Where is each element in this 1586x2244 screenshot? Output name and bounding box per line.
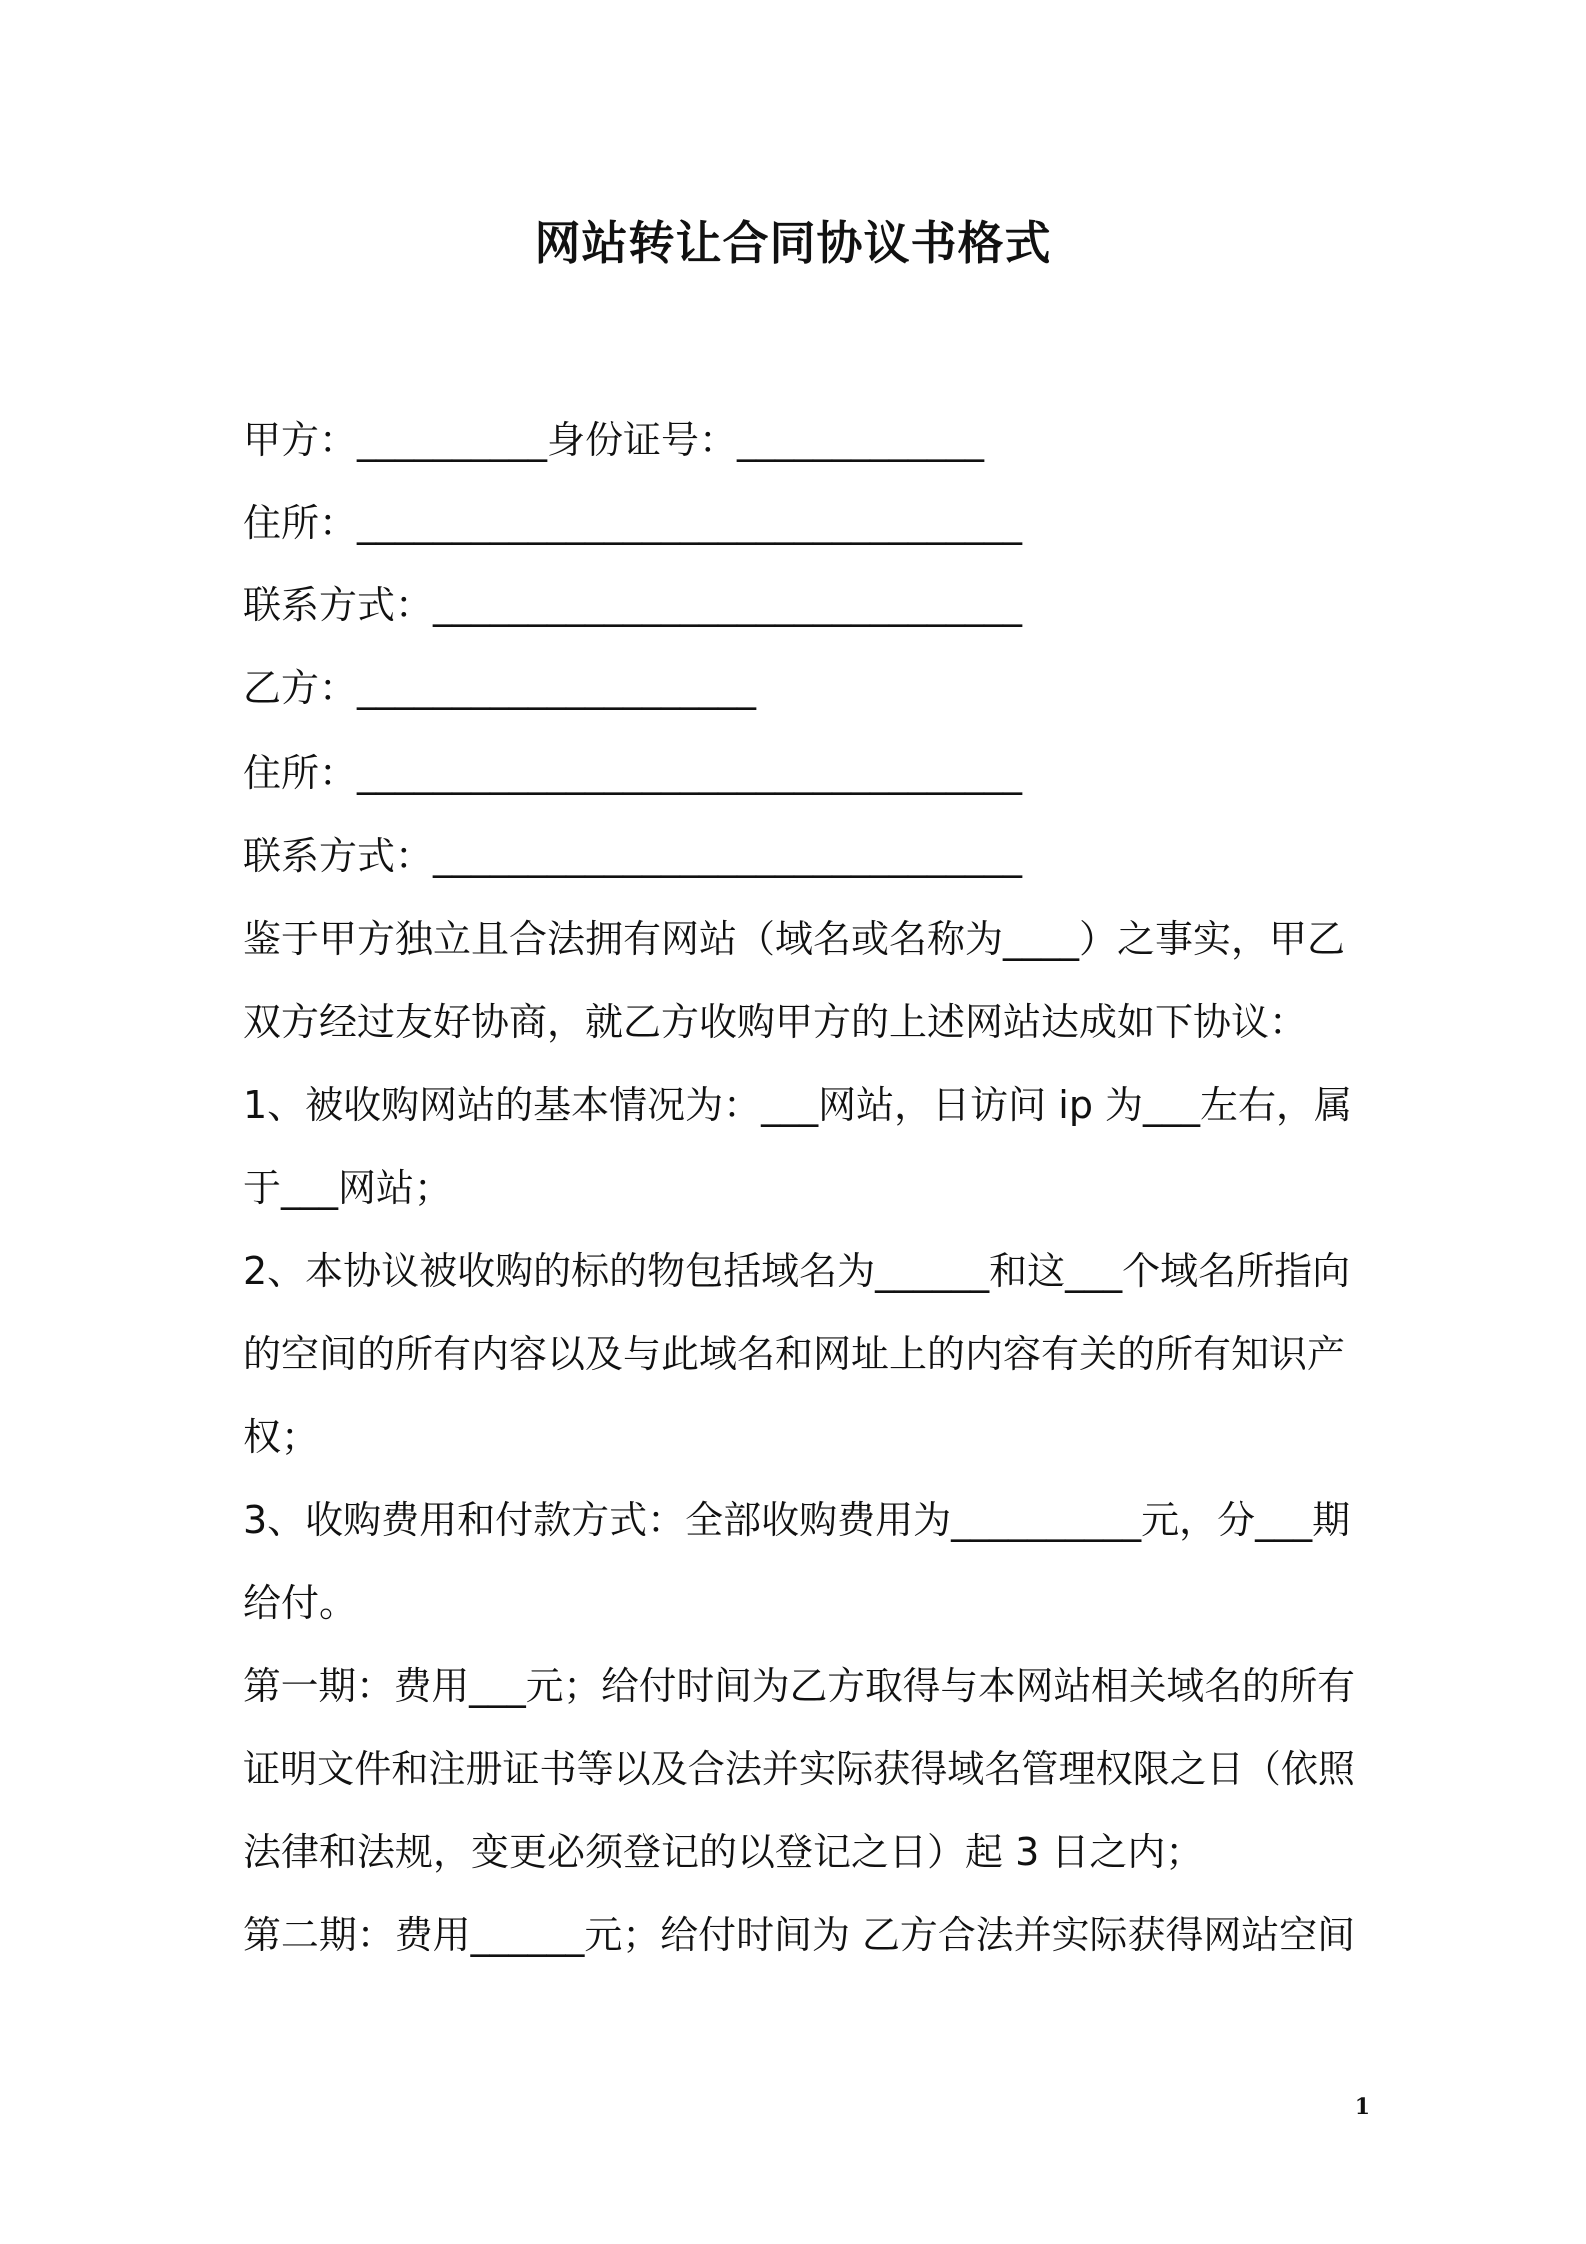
party-a-name-id-line: 甲方：__________身份证号：_____________: [243, 418, 985, 462]
installment-1-line: 法律和法规，变更必须登记的以登记之日）起 3 日之内；: [243, 1830, 1204, 1874]
document-title: 网站转让合同协议书格式: [534, 216, 1052, 270]
clause-1-line: 于___网站；: [243, 1166, 453, 1210]
clause-3-line: 3、收购费用和付款方式：全部收购费用为__________元，分___期: [243, 1498, 1351, 1542]
party-b-name-line: 乙方：_____________________: [243, 666, 757, 710]
paragraph-line: 双方经过友好协商，就乙方收购甲方的上述网站达成如下协议：: [243, 1000, 1308, 1044]
clause-3-line: 给付。: [243, 1581, 358, 1625]
clause-2-line: 权；: [243, 1415, 320, 1459]
clause-2-line: 2、本协议被收购的标的物包括域名为______和这___个域名所指向: [243, 1249, 1351, 1293]
installment-2-line: 第二期：费用______元；给付时间为 乙方合法并实际获得网站空间: [243, 1913, 1356, 1957]
party-b-contact-line: 联系方式：_______________________________: [243, 834, 1023, 878]
clause-1-line: 1、被收购网站的基本情况为：___网站，日访问 ip 为___左右，属: [243, 1083, 1353, 1127]
party-b-address-line: 住所：___________________________________: [243, 751, 1023, 795]
clause-2-line: 的空间的所有内容以及与此域名和网址上的内容有关的所有知识产: [243, 1332, 1346, 1376]
party-a-address-line: 住所：___________________________________: [243, 501, 1023, 545]
paragraph-line: 鉴于甲方独立且合法拥有网站（域名或名称为____）之事实，甲乙: [243, 917, 1346, 961]
installment-1-line: 证明文件和注册证书等以及合法并实际获得域名管理权限之日（依照: [243, 1747, 1356, 1791]
page-number: 1: [1354, 2094, 1370, 2120]
party-a-contact-line: 联系方式：_______________________________: [243, 583, 1023, 627]
installment-1-line: 第一期：费用___元；给付时间为乙方取得与本网站相关域名的所有: [243, 1664, 1356, 1708]
